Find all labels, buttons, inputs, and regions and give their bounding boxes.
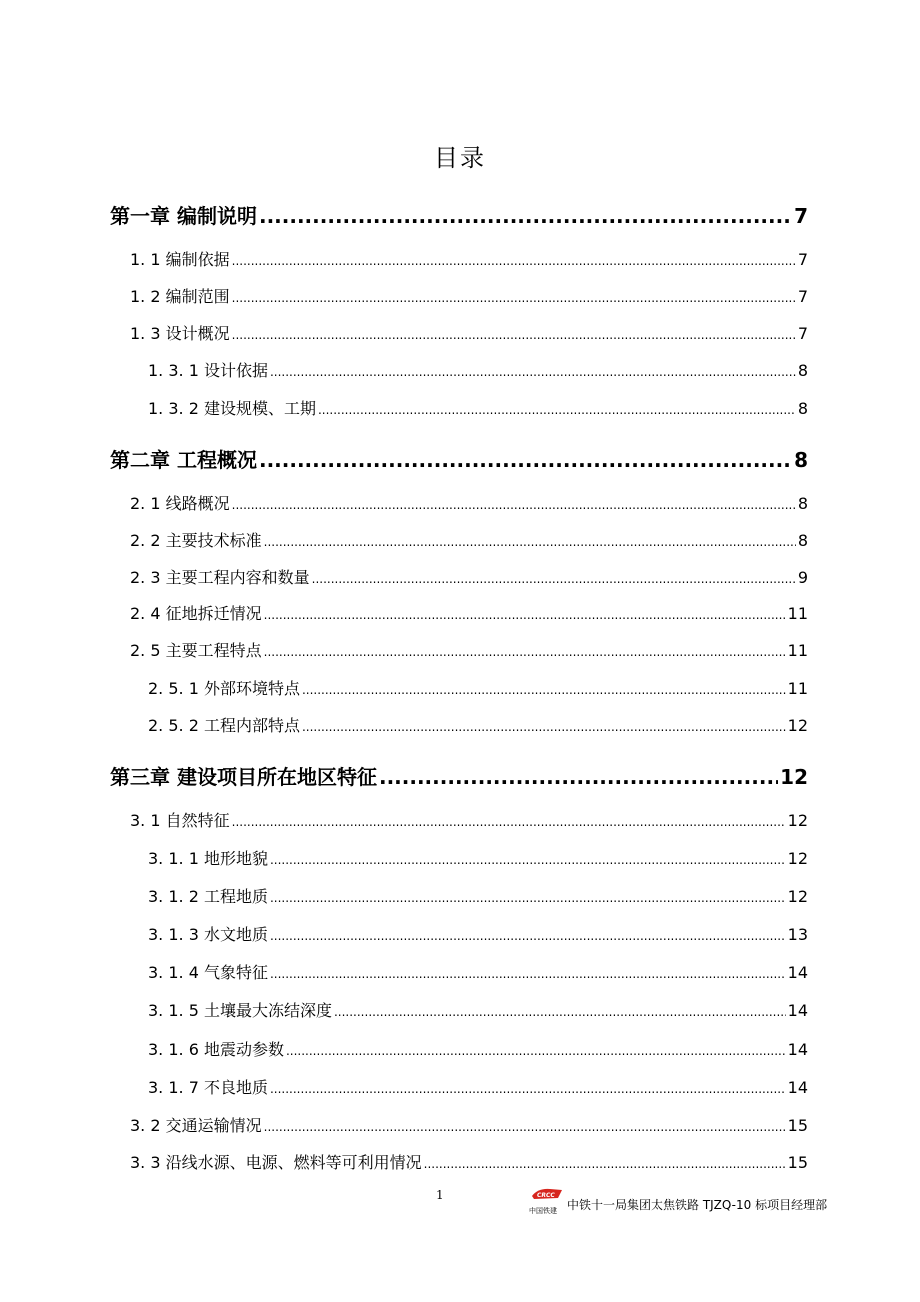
toc-entry-page: 12 — [787, 849, 808, 868]
toc-entry-label: 3. 1. 1 地形地貌 — [148, 849, 268, 868]
crcc-logo-icon — [528, 1186, 564, 1216]
toc-entry[interactable] — [130, 491, 808, 514]
toc-entry[interactable] — [130, 565, 808, 588]
toc-dot-leader — [270, 853, 786, 867]
toc-entry-page: 14 — [787, 1040, 808, 1059]
toc-entry-page: 7 — [797, 324, 808, 343]
toc-entry[interactable] — [148, 396, 808, 419]
toc-dot-leader — [264, 535, 796, 549]
toc-entry-label: 2. 1 线路概况 — [130, 494, 230, 513]
toc-entry[interactable] — [148, 960, 808, 983]
toc-entry-label: 3. 1. 6 地震动参数 — [148, 1040, 284, 1059]
toc-dot-leader — [334, 1005, 786, 1019]
toc-dot-leader — [270, 929, 786, 943]
toc-entry[interactable] — [130, 1150, 808, 1173]
toc-entry[interactable] — [148, 998, 808, 1021]
toc-dot-leader — [318, 403, 796, 417]
toc-entry-page: 13 — [787, 925, 808, 944]
toc-entry-label: 第一章 编制说明 — [110, 204, 257, 228]
toc-entry[interactable] — [148, 1037, 808, 1060]
toc-dot-leader — [270, 891, 786, 905]
toc-entry-page: 11 — [787, 604, 808, 623]
toc-entry-label: 2. 5. 1 外部环境特点 — [148, 679, 300, 698]
toc-entry[interactable] — [148, 358, 808, 381]
toc-entry-label: 3. 2 交通运输情况 — [130, 1116, 262, 1135]
toc-entry-page: 7 — [794, 204, 808, 228]
toc-entry[interactable] — [110, 761, 808, 790]
toc-entry-page: 14 — [787, 1001, 808, 1020]
toc-entry-page: 8 — [797, 531, 808, 550]
toc-entry[interactable] — [110, 200, 808, 229]
toc-dot-leader — [264, 1120, 786, 1134]
logo-mark-text: CRCC — [537, 1192, 555, 1199]
toc-dot-leader — [232, 328, 796, 342]
toc-dot-leader — [259, 204, 792, 228]
toc-entry[interactable] — [130, 1113, 808, 1136]
toc-entry-label: 1. 1 编制依据 — [130, 250, 230, 269]
toc-entry-label: 1. 3. 1 设计依据 — [148, 361, 268, 380]
toc-entry-page: 11 — [787, 641, 808, 660]
toc-entry[interactable] — [130, 321, 808, 344]
toc-entry-page: 12 — [787, 811, 808, 830]
toc-entry-label: 2. 5. 2 工程内部特点 — [148, 716, 300, 735]
toc-dot-leader — [232, 498, 796, 512]
toc-entry[interactable] — [130, 638, 808, 661]
toc-entry-label: 2. 4 征地拆迁情况 — [130, 604, 262, 623]
toc-entry-label: 3. 1. 5 土壤最大冻结深度 — [148, 1001, 332, 1020]
toc-entry[interactable] — [130, 247, 808, 270]
toc-dot-leader — [232, 291, 796, 305]
toc-dot-leader — [312, 572, 796, 586]
toc-entry[interactable] — [110, 444, 808, 473]
toc-entry-label: 2. 5 主要工程特点 — [130, 641, 262, 660]
toc-entry-label: 第三章 建设项目所在地区特征 — [110, 765, 377, 789]
toc-entry-page: 8 — [797, 361, 808, 380]
toc-dot-leader — [424, 1157, 786, 1171]
toc-entry[interactable] — [148, 713, 808, 736]
toc-entry-page: 12 — [780, 765, 808, 789]
toc-dot-leader — [302, 720, 786, 734]
footer-organization: 中铁十一局集团太焦铁路 TJZQ-10 标项目经理部 — [567, 1198, 828, 1212]
toc-dot-leader — [232, 815, 786, 829]
toc-entry-page: 11 — [787, 679, 808, 698]
toc-entry-page: 8 — [797, 494, 808, 513]
toc-entry[interactable] — [148, 922, 808, 945]
toc-entry-page: 15 — [787, 1116, 808, 1135]
toc-entry-label: 3. 1. 4 气象特征 — [148, 963, 268, 982]
toc-entry-label: 3. 1 自然特征 — [130, 811, 230, 830]
toc-entry[interactable] — [130, 808, 808, 831]
toc-entry-page: 15 — [787, 1153, 808, 1172]
toc-entry-page: 7 — [797, 250, 808, 269]
toc-dot-leader — [270, 1082, 786, 1096]
toc-entry-label: 2. 3 主要工程内容和数量 — [130, 568, 310, 587]
toc-entry[interactable] — [148, 1075, 808, 1098]
toc-entry-label: 1. 3 设计概况 — [130, 324, 230, 343]
toc-entry-page: 14 — [787, 1078, 808, 1097]
toc-title: 目录 — [434, 144, 486, 172]
toc-entry-page: 8 — [794, 448, 808, 472]
toc-entry[interactable] — [130, 284, 808, 307]
toc-entry-page: 14 — [787, 963, 808, 982]
toc-dot-leader — [379, 765, 778, 789]
toc-entry-label: 3. 1. 7 不良地质 — [148, 1078, 268, 1097]
logo-caption-text: 中国铁建 — [529, 1207, 557, 1215]
toc-entry-page: 9 — [797, 568, 808, 587]
footer-page-number: 1 — [436, 1188, 444, 1202]
toc-entry-label: 2. 2 主要技术标准 — [130, 531, 262, 550]
toc-dot-leader — [264, 608, 786, 622]
toc-entry-page: 7 — [797, 287, 808, 306]
toc-entry[interactable] — [148, 676, 808, 699]
toc-entry-page: 12 — [787, 887, 808, 906]
toc-entry[interactable] — [130, 601, 808, 624]
toc-entry-label: 1. 3. 2 建设规模、工期 — [148, 399, 316, 418]
toc-entry-page: 12 — [787, 716, 808, 735]
toc-dot-leader — [286, 1044, 786, 1058]
toc-dot-leader — [270, 967, 786, 981]
toc-entry[interactable] — [148, 846, 808, 869]
toc-entry-label: 1. 2 编制范围 — [130, 287, 230, 306]
toc-entry-label: 3. 1. 2 工程地质 — [148, 887, 268, 906]
toc-dot-leader — [264, 645, 786, 659]
toc-entry-label: 第二章 工程概况 — [110, 448, 257, 472]
toc-dot-leader — [232, 254, 796, 268]
toc-entry[interactable] — [148, 884, 808, 907]
toc-dot-leader — [270, 365, 796, 379]
toc-entry-label: 3. 3 沿线水源、电源、燃料等可利用情况 — [130, 1153, 422, 1172]
toc-entry-label: 3. 1. 3 水文地质 — [148, 925, 268, 944]
toc-entry-page: 8 — [797, 399, 808, 418]
toc-dot-leader — [302, 683, 786, 697]
toc-dot-leader — [259, 448, 792, 472]
toc-entry[interactable] — [130, 528, 808, 551]
